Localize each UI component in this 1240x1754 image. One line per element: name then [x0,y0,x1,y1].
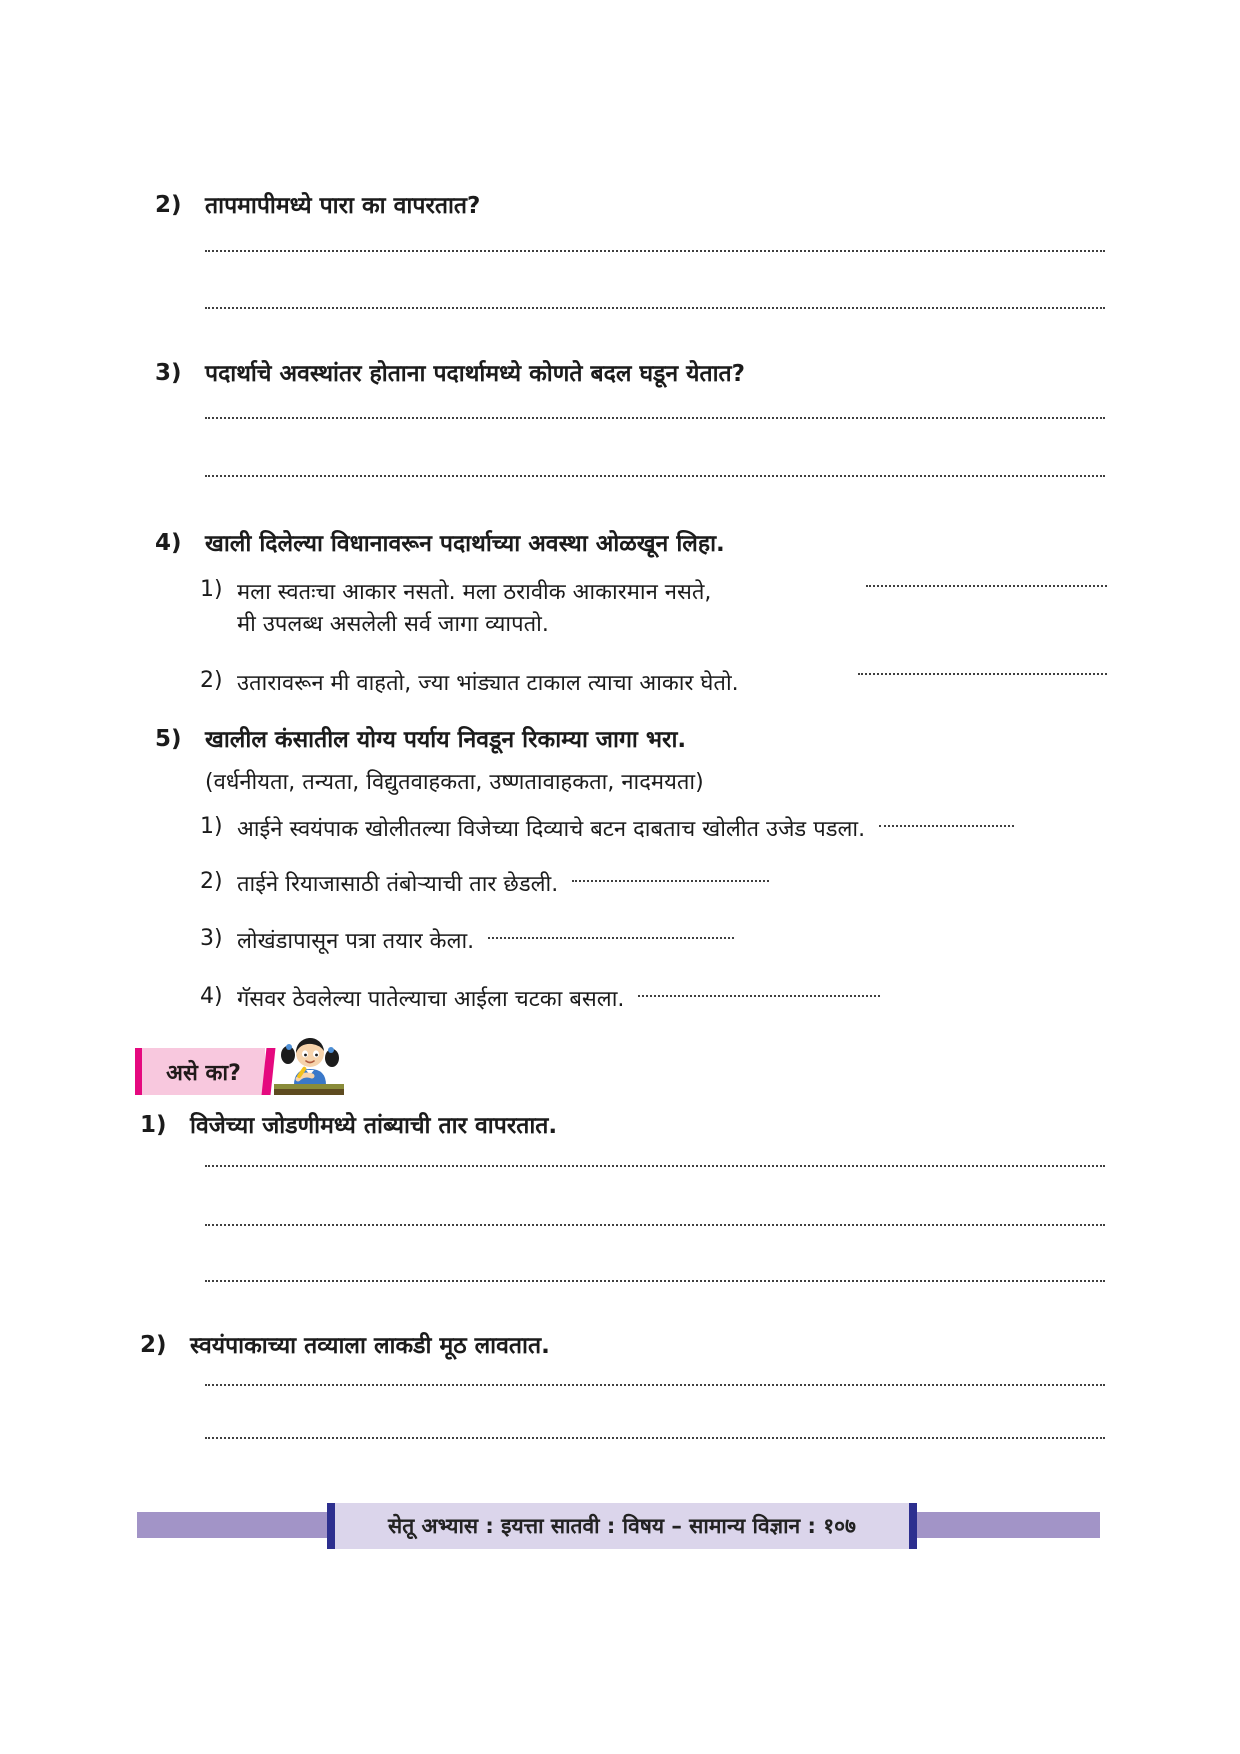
answer-line [205,250,1105,252]
why-so-section-banner [135,1048,265,1095]
sub-question-text: गॅसवर ठेवलेल्या पातेल्याचा आईला चटका बसला. [237,987,625,1012]
answer-blank [488,937,734,939]
sub-question-text: लोखंडापासून पत्रा तयार केला. [237,929,475,954]
question-number: 3) [155,360,182,386]
question-number: 1) [140,1112,167,1138]
question-text: खाली दिलेल्या विधानावरून पदार्थाच्या अवस्था ओळखून लिहा. [205,531,725,557]
sub-question-number: 2) [200,869,223,894]
question-text: खालील कंसातील योग्य पर्याय निवडून रिकाम्या जागा भरा. [205,727,687,753]
answer-line [205,475,1105,477]
girl-writing-illustration [272,1033,346,1103]
question-text: स्वयंपाकाच्या तव्याला लाकडी मूठ लावतात. [190,1333,550,1359]
question-text: पदार्थाचे अवस्थांतर होताना पदार्थामध्ये कोणते बदल घडून येतात? [205,361,745,387]
sub-question-number: 3) [200,926,223,951]
answer-blank [572,880,769,882]
question-2 [155,192,1105,222]
sub-question-text-line2: मी उपलब्ध असलेली सर्व जागा व्यापतो. [237,611,549,637]
sub-question-text: उतारावरून मी वाहतो, ज्या भांड्यात टाकाल त्याचा आकार घेतो. [237,671,739,696]
question-text: तापमापीमध्ये पारा का वापरतात? [205,193,481,219]
answer-line [205,417,1105,419]
question-4-sub-1 [200,577,860,641]
answer-line [205,1165,1105,1167]
question-text: विजेच्या जोडणीमध्ये तांब्याची तार वापरतात. [190,1113,558,1139]
question-4-sub-2 [200,668,850,700]
question-5-sub-3 [200,926,1120,958]
answer-blank [866,585,1107,587]
answer-line [205,1224,1105,1226]
section-banner-label: असे का? [166,1060,241,1086]
answer-line [205,307,1105,309]
sub-question-text: आईने स्वयंपाक खोलीतल्या विजेच्या दिव्याचे बटन दाबताच खोलीत उजेड पडला. [237,817,866,842]
question-5-sub-1 [200,814,1120,846]
sub-question-number: 4) [200,984,223,1009]
sub-question-number: 2) [200,668,223,693]
sub-question-text-line1: मला स्वतःचा आकार नसतो. मला ठरावीक आकारमान नसते, [237,580,712,605]
question-5-sub-4 [200,984,1120,1016]
footer-text: सेतू अभ्यास : इयत्ता सातवी : विषय – सामान्य विज्ञान : १०७ [388,1514,856,1538]
question-number: 2) [155,192,182,218]
sub-question-number: 1) [200,814,223,839]
answer-line [205,1280,1105,1282]
answer-line [205,1384,1105,1386]
question-number: 2) [140,1332,167,1358]
question-4 [155,530,1105,560]
question-3 [155,360,1105,390]
question-5 [155,726,1105,756]
sub-question-number: 1) [200,577,223,602]
why-so-question-1 [140,1112,1090,1142]
question-number: 4) [155,530,182,556]
sub-question-text: ताईने रियाजासाठी तंबोऱ्याची तार छेडली. [237,872,559,897]
why-so-question-2 [140,1332,1090,1362]
footer-title-box [327,1503,917,1549]
answer-blank [879,825,1014,827]
question-5-sub-2 [200,869,1120,901]
answer-blank [638,995,880,997]
question-number: 5) [155,726,182,752]
options-in-brackets: (वर्धनीयता, तन्यता, विद्युतवाहकता, उष्णतावाहकता, नादमयता) [205,770,704,795]
answer-blank [858,673,1107,675]
answer-line [205,1437,1105,1439]
